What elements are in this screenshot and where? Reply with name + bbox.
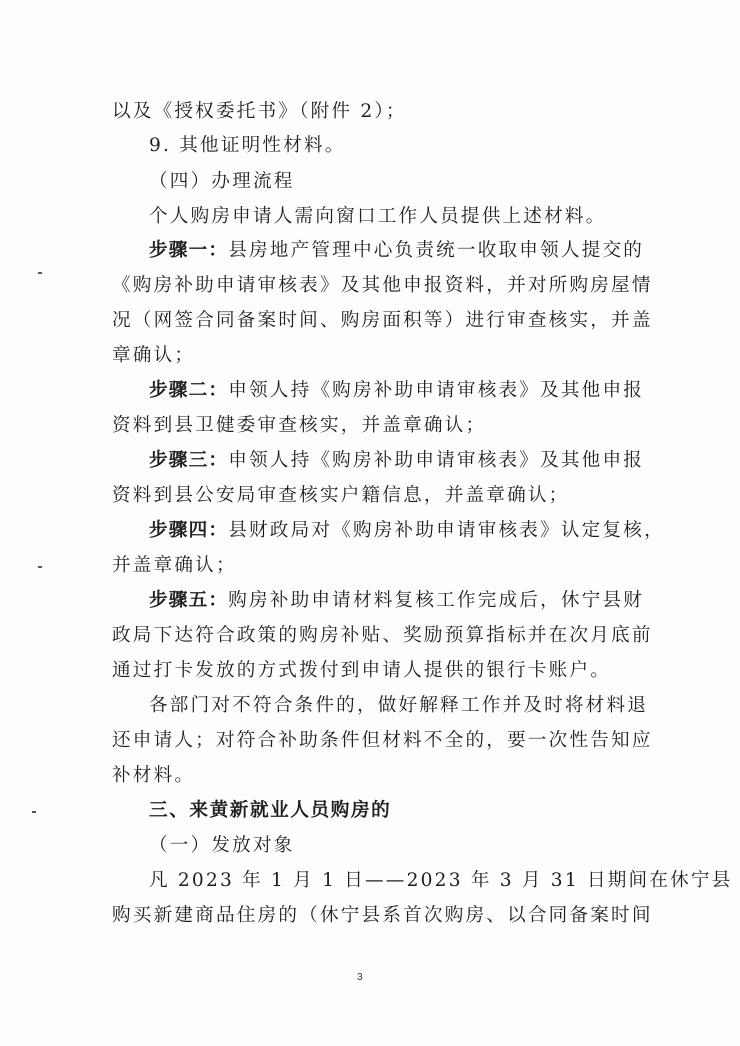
step-label: 步骤一：: [149, 240, 229, 261]
text-line: [112, 553, 237, 579]
line-text: 资料到县公安局审查核实户籍信息，并盖章确认；: [112, 485, 570, 506]
step-label: 步骤四：: [149, 520, 229, 541]
text-line: [112, 623, 653, 649]
line-text: 政局下达符合政策的购房补贴、奖励预算指标并在次月底前: [112, 625, 653, 646]
line-text: 资料到县卫健委审查核实，并盖章确认；: [112, 415, 487, 436]
page-number: 3: [357, 972, 363, 983]
paragraph-start: [149, 204, 606, 230]
line-text: 购房补助申请材料复核工作完成后，休宁县财: [228, 590, 645, 611]
line-text: 通过打卡发放的方式拨付到申请人提供的银行卡账户。: [112, 660, 612, 681]
line-text: 9. 其他证明性材料。: [149, 135, 346, 156]
text-line: [112, 308, 653, 334]
text-line: [112, 903, 653, 929]
list-item: [149, 133, 346, 159]
line-text: 还申请人；对符合补助条件但材料不全的，要一次性告知应: [112, 730, 653, 751]
text-line: [112, 763, 195, 789]
text-line: [112, 99, 407, 125]
margin-mark: [32, 811, 36, 813]
line-text: 购买新建商品住房的（休宁县系首次购房、以合同备案时间: [112, 905, 653, 926]
step-four-line: [149, 518, 665, 544]
text-line: [112, 728, 653, 754]
step-label: 步骤五：: [149, 590, 229, 611]
section-subheading: [149, 833, 295, 859]
text-line: [112, 343, 195, 369]
margin-mark: [38, 566, 42, 568]
line-text: 凡 2023 年 1 月 1 日——2023 年 3 月 31 日期间在休宁县: [149, 870, 733, 891]
line-text: 申领人持《购房补助申请审核表》及其他申报: [228, 450, 645, 471]
line-text: （四）办理流程: [149, 171, 295, 192]
paragraph-start: [149, 868, 733, 894]
line-text: 各部门对不符合条件的，做好解释工作并及时将材料退: [149, 695, 649, 716]
margin-mark: [38, 272, 42, 274]
text-line: [112, 483, 569, 509]
line-text: 三、来黄新就业人员购房的: [149, 800, 392, 821]
step-five-line: [149, 588, 644, 614]
line-text: 补材料。: [112, 765, 196, 786]
line-text: 《购房补助申请审核表》及其他申报资料，并对所购房屋情: [112, 275, 653, 296]
line-text: 县财政局对《购房补助申请审核表》认定复核，: [228, 520, 665, 541]
step-label: 步骤二：: [149, 380, 229, 401]
step-two-line: [149, 378, 644, 404]
line-text: 章确认；: [112, 345, 196, 366]
line-text: 县房地产管理中心负责统一收取申领人提交的: [228, 240, 645, 261]
line-text: 个人购房申请人需向窗口工作人员提供上述材料。: [149, 206, 607, 227]
line-text: 申领人持《购房补助申请审核表》及其他申报: [228, 380, 645, 401]
step-label: 步骤三：: [149, 450, 229, 471]
paragraph-start: [149, 693, 648, 719]
text-line: [112, 273, 653, 299]
step-three-line: [149, 448, 644, 474]
line-text: 并盖章确认；: [112, 555, 237, 576]
line-text: （一）发放对象: [149, 835, 295, 856]
text-line: [112, 658, 611, 684]
section-heading: [149, 798, 391, 824]
section-subheading: [149, 169, 295, 195]
text-line: [112, 413, 486, 439]
line-text: 况（网签合同备案时间、购房面积等）进行审查核实，并盖: [112, 310, 653, 331]
line-text: 以及《授权委托书》（附件 2）；: [112, 101, 407, 122]
step-one-line: [149, 238, 644, 264]
